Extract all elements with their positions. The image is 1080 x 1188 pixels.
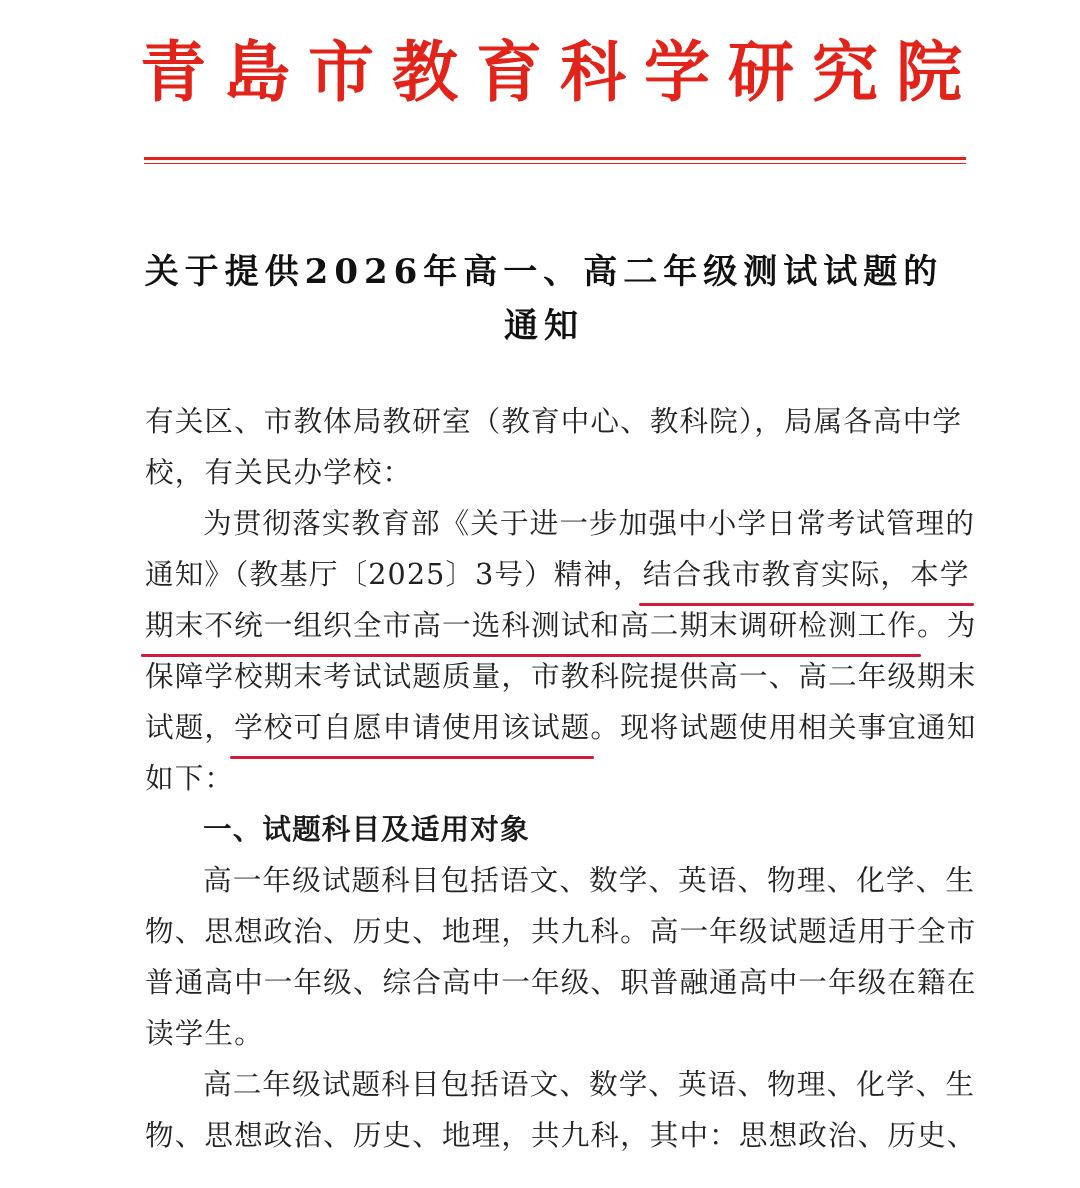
paragraph-text: 。为 (917, 608, 977, 642)
paragraph-1-line-4 (145, 651, 977, 702)
paragraph-2-line-2 (145, 906, 977, 957)
paragraph-text: 读学生。 (145, 1016, 264, 1050)
underlined-highlight: 学校可自愿申请使用该试题 (234, 702, 590, 753)
notice-title-line-2: 通知 (504, 306, 584, 346)
paragraph-text: 高一年级试题科目包括语文、数学、英语、物理、化学、生 (203, 863, 976, 897)
paragraph-2-line-4 (145, 1008, 945, 1059)
paragraph-text: 高二年级试题科目包括语文、数学、英语、物理、化学、生 (203, 1067, 976, 1101)
paragraph-2-line-1 (145, 855, 976, 906)
paragraph-text: 通知》（教基厅〔2025〕3号）精神， (145, 557, 643, 591)
underlined-highlight: 结合我市教育实际，本学 (643, 549, 970, 600)
section-1-heading (145, 804, 945, 855)
paragraph-3-line-1 (145, 1059, 976, 1110)
paragraph-3-line-2 (145, 1110, 977, 1161)
paragraph-text: 。现将试题使用相关事宜通知 (590, 710, 977, 744)
paragraph-2-line-3 (145, 957, 977, 1008)
paragraph-1-line-2 (145, 549, 970, 600)
paragraph-1-line-1 (145, 498, 976, 549)
section-heading-text: 一、试题科目及适用对象 (203, 812, 530, 846)
paragraph-text: 物、思想政治、历史、地理，共九科，其中：思想政治、历史、 (145, 1118, 977, 1152)
notice-title-line-1: 关于提供2026年高一、高二年级测试试题的 (144, 252, 944, 292)
letterhead-red-rule (144, 157, 966, 160)
paragraph-text: 物、思想政治、历史、地理，共九科。高一年级试题适用于全市 (145, 914, 977, 948)
addressee-line-2 (145, 447, 945, 498)
paragraph-text: 保障学校期末考试试题质量，市教科院提供高一、高二年级期末 (145, 659, 977, 693)
letterhead-org-name: 青島市教育科学研究院 (140, 33, 980, 111)
paragraph-text: 如下： (145, 761, 235, 795)
addressee-text-2: 校，有关民办学校： (145, 455, 413, 489)
paragraph-1-line-3 (145, 600, 977, 651)
paragraph-1-line-6 (145, 753, 945, 804)
addressee-line-1 (145, 396, 963, 447)
paragraph-text: 为贯彻落实教育部《关于进一步加强中小学日常考试管理的 (203, 506, 976, 540)
paragraph-text: 普通高中一年级、综合高中一年级、职普融通高中一年级在籍在 (145, 965, 977, 999)
underlined-highlight: 期末不统一组织全市高一选科测试和高二期末调研检测工作 (145, 600, 917, 651)
paragraph-text: 试题， (145, 710, 235, 744)
notice-body (145, 396, 977, 1161)
letterhead-red-rule-thin (144, 163, 966, 164)
addressee-text-1: 有关区、市教体局教研室（教育中心、教科院），局属各高中学 (145, 404, 963, 438)
paragraph-1-line-5 (145, 702, 977, 753)
